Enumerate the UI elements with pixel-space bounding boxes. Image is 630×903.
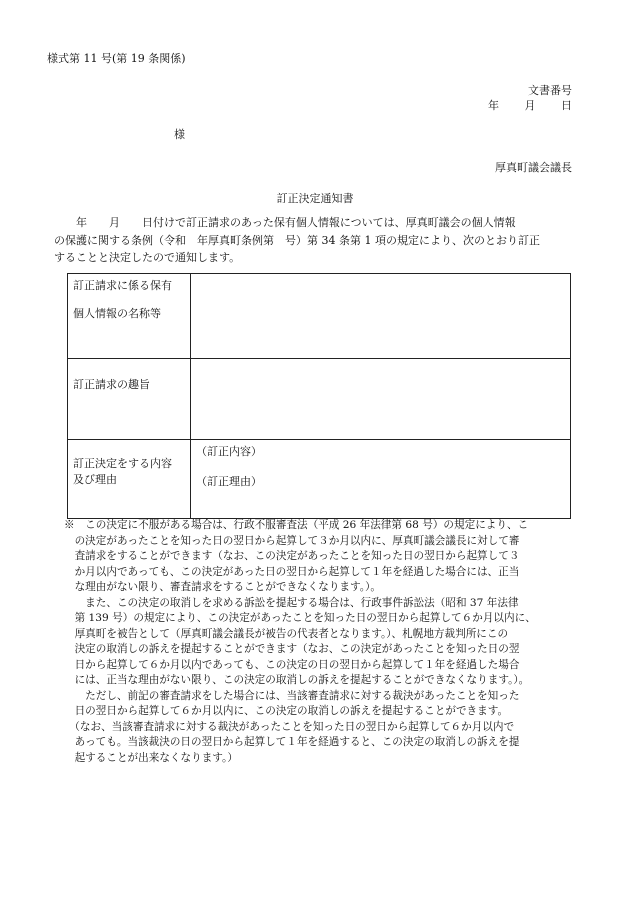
row-label-purpose [68, 359, 191, 440]
correction-table [67, 273, 571, 519]
body-line: の保護に関する条例（令和 年厚真町条例第 号）第 34 条第 1 項の規定により、次のとおり訂正 [54, 233, 540, 247]
recipient-suffix: 様 [174, 128, 185, 141]
note-line: 起することが出来なくなります。） [64, 751, 238, 764]
date-line [466, 97, 572, 113]
label-line: 個人情報の名称等 [73, 307, 161, 320]
table-row [68, 359, 571, 440]
label-line: 訂正決定をする内容 [73, 457, 172, 470]
label-line: 訂正請求に係る保有 [73, 279, 172, 292]
document-number-label: 文書番号 [528, 84, 572, 97]
date-month: 月 [524, 99, 536, 112]
date-day: 日 [561, 99, 572, 112]
row-label-decision [68, 440, 191, 519]
body-paragraph [54, 214, 582, 267]
note-line: あっても。当該裁決の日の翌日から起算して１年を経過すると、この決定の取消しの訴えを提 [64, 736, 520, 748]
content-line: （訂正理由） [196, 475, 262, 488]
row-value-info-name[interactable] [191, 274, 571, 359]
note-line: には、正当な理由がない限り、この決定の取消しの訴えを提起することができなくなります。）。 [64, 674, 530, 686]
date-year: 年 [488, 99, 499, 112]
row-value-purpose[interactable] [191, 359, 571, 440]
content-line: （訂正内容） [196, 445, 262, 458]
note-line: 厚真町を被告として（厚真町議会議長が被告の代表者となります。）、札幌地方裁判所にこの [64, 627, 509, 640]
label-line: 訂正請求の趣旨 [73, 378, 150, 391]
form-number: 様式第 11 号(第 19 条関係) [47, 52, 186, 65]
note-line: 日の翌日から起算して６か月以内に、この決定の取消しの訴えを提起することができます。 [64, 705, 509, 717]
document-title: 訂正決定通知書 [276, 192, 354, 205]
note-line: ただし、前記の審査請求をした場合には、当該審査請求に対する裁決があったことを知った [64, 689, 520, 702]
note-line: ※ この決定に不服がある場合は、行政不服審査法（平成 26 年法律第 68 号）の規定により、こ [64, 519, 529, 531]
note-line: 第 139 号）の規定により、この決定があったことを知った日の翌日から起算して６か月以内に、 [64, 612, 536, 624]
sender-name: 厚真町議会議長 [495, 161, 572, 174]
notes-section [64, 518, 584, 766]
body-line: することと決定したので通知します。 [54, 251, 241, 264]
table-row [68, 274, 571, 359]
note-line: 日から起算して６か月以内であっても、この決定の日の翌日から起算して１年を経過した場合 [64, 658, 520, 671]
label-line: 及び理由 [73, 473, 117, 486]
note-line: の決定があったことを知った日の翌日から起算して３か月以内に、厚真町議会議長に対して審 [64, 534, 520, 547]
body-line: 年 月 日付けで訂正請求のあった保有個人情報については、厚真町議会の個人情報 [54, 216, 516, 229]
note-line: また、この決定の取消しを求める訴訟を提起する場合は、行政事件訴訟法（昭和 37 年法律 [64, 596, 519, 609]
row-value-decision[interactable] [191, 440, 571, 519]
note-line: 決定の取消しの訴えを提起することができます（なお、この決定があったことを知った日の翌 [64, 643, 520, 655]
note-line: な理由がない限り、審査請求をすることができなくなります。）。 [64, 581, 381, 593]
note-line: 査請求をすることができます（なお、この決定があったことを知った日の翌日から起算して３ [64, 550, 520, 562]
table-row [68, 440, 571, 519]
note-line: （なお、当該審査請求に対する裁決があったことを知った日の翌日から起算して６か月以内で [64, 720, 515, 733]
row-label-info-name [68, 274, 191, 359]
note-line: か月以内であっても、この決定があった日の翌日から起算して１年を経過した場合には、正当 [64, 565, 520, 578]
